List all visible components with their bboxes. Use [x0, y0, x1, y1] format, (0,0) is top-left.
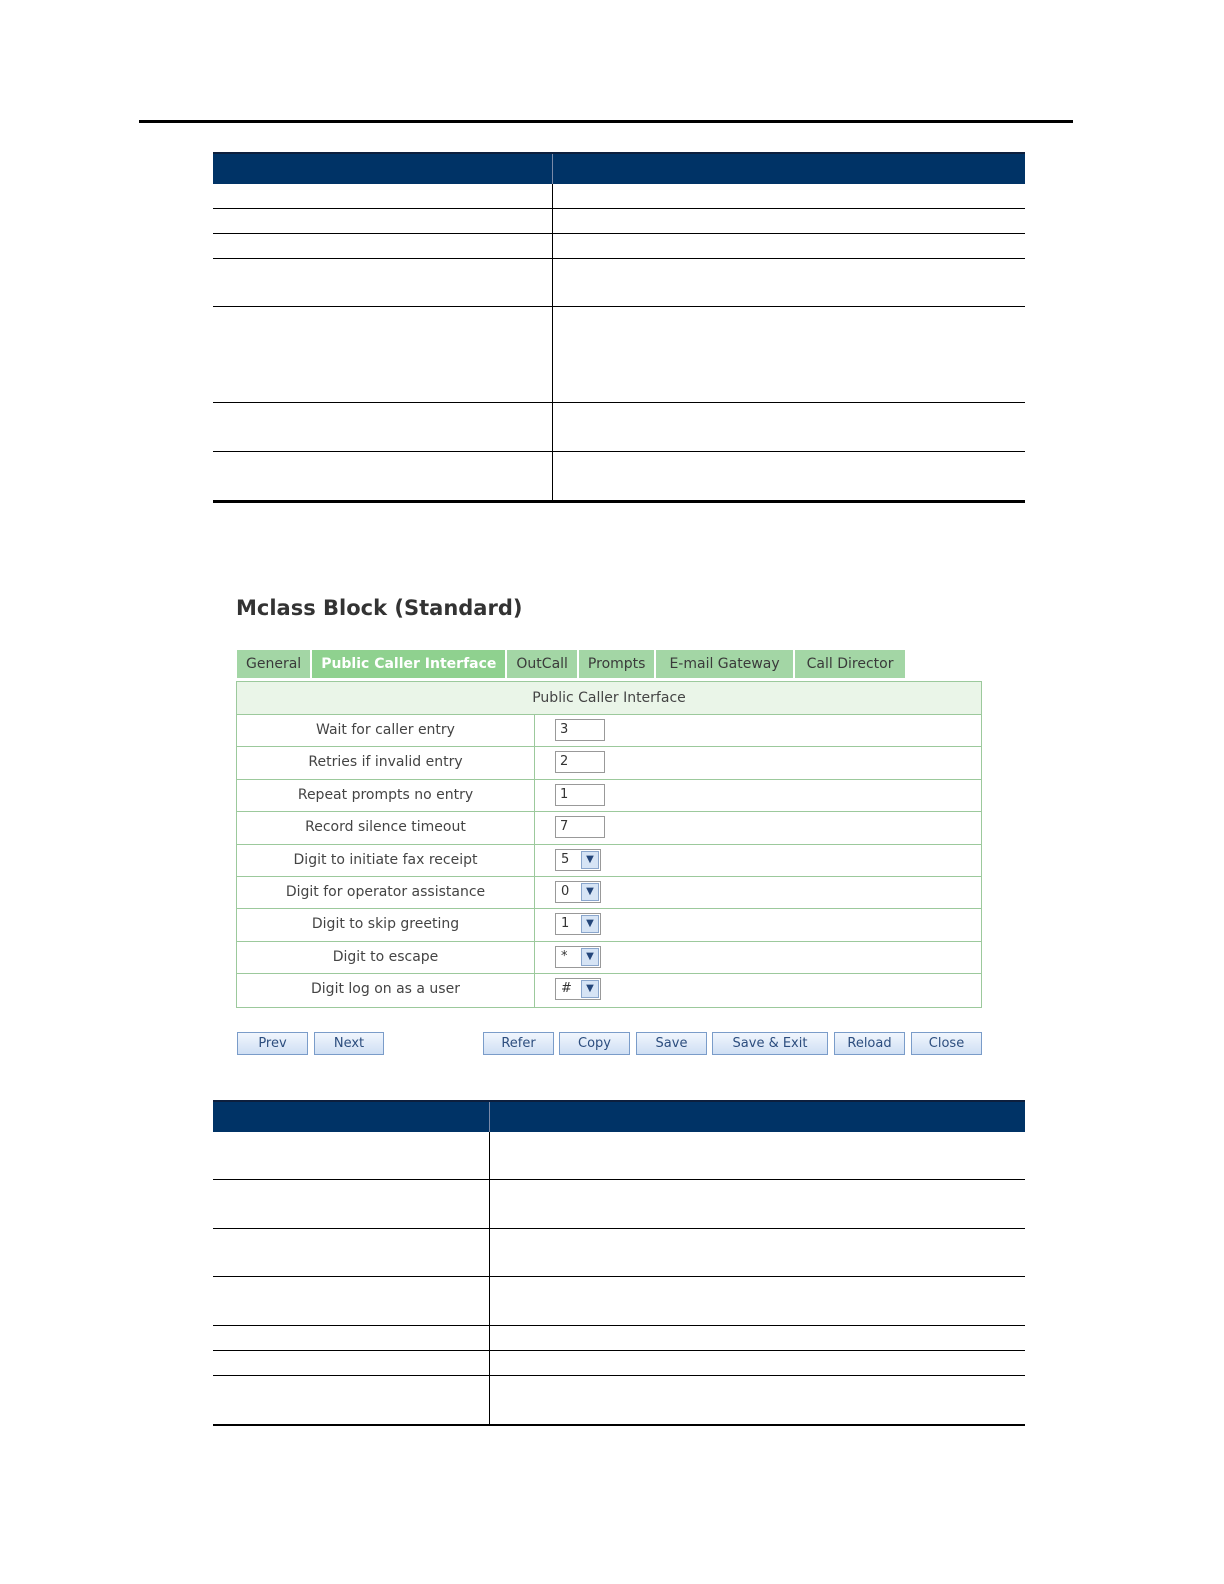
tab-call-director[interactable]: Call Director: [795, 650, 906, 678]
bottom-doc-table-header: [213, 1100, 1025, 1132]
form-row: [237, 942, 981, 974]
page-header-rule: [139, 120, 1073, 123]
reload-button[interactable]: Reload: [834, 1032, 905, 1055]
page-title: Mclass Block (Standard): [236, 596, 523, 620]
retries-invalid-entry-input[interactable]: 2: [555, 751, 605, 773]
public-caller-interface-form: [236, 681, 982, 1008]
tab-outcall[interactable]: OutCall: [507, 650, 577, 678]
refer-button[interactable]: Refer: [483, 1032, 554, 1055]
skip-greeting-digit-select[interactable]: [555, 913, 601, 935]
form-row: [237, 715, 981, 747]
field-label: Record silence timeout: [237, 812, 535, 843]
copy-button[interactable]: Copy: [559, 1032, 630, 1055]
table-row: [213, 184, 1025, 209]
select-value: 1: [561, 916, 570, 932]
table-row: [213, 209, 1025, 234]
form-row: [237, 780, 981, 812]
table-row: [213, 1277, 1025, 1326]
table-row: [213, 452, 1025, 500]
record-silence-timeout-input[interactable]: 7: [555, 816, 605, 838]
bottom-doc-table: [213, 1100, 1025, 1426]
select-value: 0: [561, 883, 570, 899]
field-label: Repeat prompts no entry: [237, 780, 535, 811]
tab-public-caller-interface[interactable]: Public Caller Interface: [312, 650, 505, 678]
select-value: #: [561, 981, 572, 997]
repeat-prompts-input[interactable]: 1: [555, 784, 605, 806]
chevron-down-icon[interactable]: ▼: [581, 915, 599, 933]
table-row: [213, 1351, 1025, 1376]
chevron-down-icon[interactable]: ▼: [581, 948, 599, 966]
escape-digit-select[interactable]: [555, 946, 601, 968]
field-label: Wait for caller entry: [237, 715, 535, 746]
operator-assistance-digit-select[interactable]: [555, 881, 601, 903]
button-bar: [228, 1032, 990, 1056]
field-label: Digit log on as a user: [237, 974, 535, 1006]
top-doc-table: [213, 152, 1025, 503]
form-row: [237, 845, 981, 877]
prev-button[interactable]: Prev: [237, 1032, 308, 1055]
field-label: Digit to initiate fax receipt: [237, 845, 535, 876]
table-row: [213, 1376, 1025, 1424]
table-row: [213, 1229, 1025, 1277]
field-label: Digit to skip greeting: [237, 909, 535, 940]
select-value: 5: [561, 851, 570, 867]
wait-for-caller-entry-input[interactable]: 3: [555, 719, 605, 741]
form-row: [237, 909, 981, 941]
fax-receipt-digit-select[interactable]: [555, 849, 601, 871]
table-row: [213, 1132, 1025, 1180]
log-on-digit-select[interactable]: [555, 978, 601, 1000]
form-row: [237, 877, 981, 909]
chevron-down-icon[interactable]: ▼: [581, 851, 599, 869]
field-label: Retries if invalid entry: [237, 747, 535, 778]
next-button[interactable]: Next: [314, 1032, 384, 1055]
select-value: *: [561, 948, 568, 964]
tab-email-gateway[interactable]: E-mail Gateway: [656, 650, 792, 678]
chevron-down-icon[interactable]: ▼: [581, 883, 599, 901]
table-row: [213, 1180, 1025, 1229]
form-heading: Public Caller Interface: [237, 682, 981, 715]
save-exit-button[interactable]: Save & Exit: [712, 1032, 828, 1055]
save-button[interactable]: Save: [636, 1032, 707, 1055]
tab-prompts[interactable]: Prompts: [579, 650, 655, 678]
table-row: [213, 403, 1025, 452]
tab-bar: [237, 650, 907, 678]
table-row: [213, 1326, 1025, 1351]
field-label: Digit to escape: [237, 942, 535, 973]
tab-general[interactable]: General: [237, 650, 310, 678]
top-doc-table-header: [213, 152, 1025, 184]
form-row: [237, 747, 981, 779]
close-button[interactable]: Close: [911, 1032, 982, 1055]
form-row: [237, 974, 981, 1006]
table-row: [213, 307, 1025, 403]
form-row: [237, 812, 981, 844]
table-row: [213, 234, 1025, 259]
settings-panel: [228, 590, 990, 1070]
field-label: Digit for operator assistance: [237, 877, 535, 908]
chevron-down-icon[interactable]: ▼: [581, 980, 599, 998]
table-row: [213, 259, 1025, 307]
